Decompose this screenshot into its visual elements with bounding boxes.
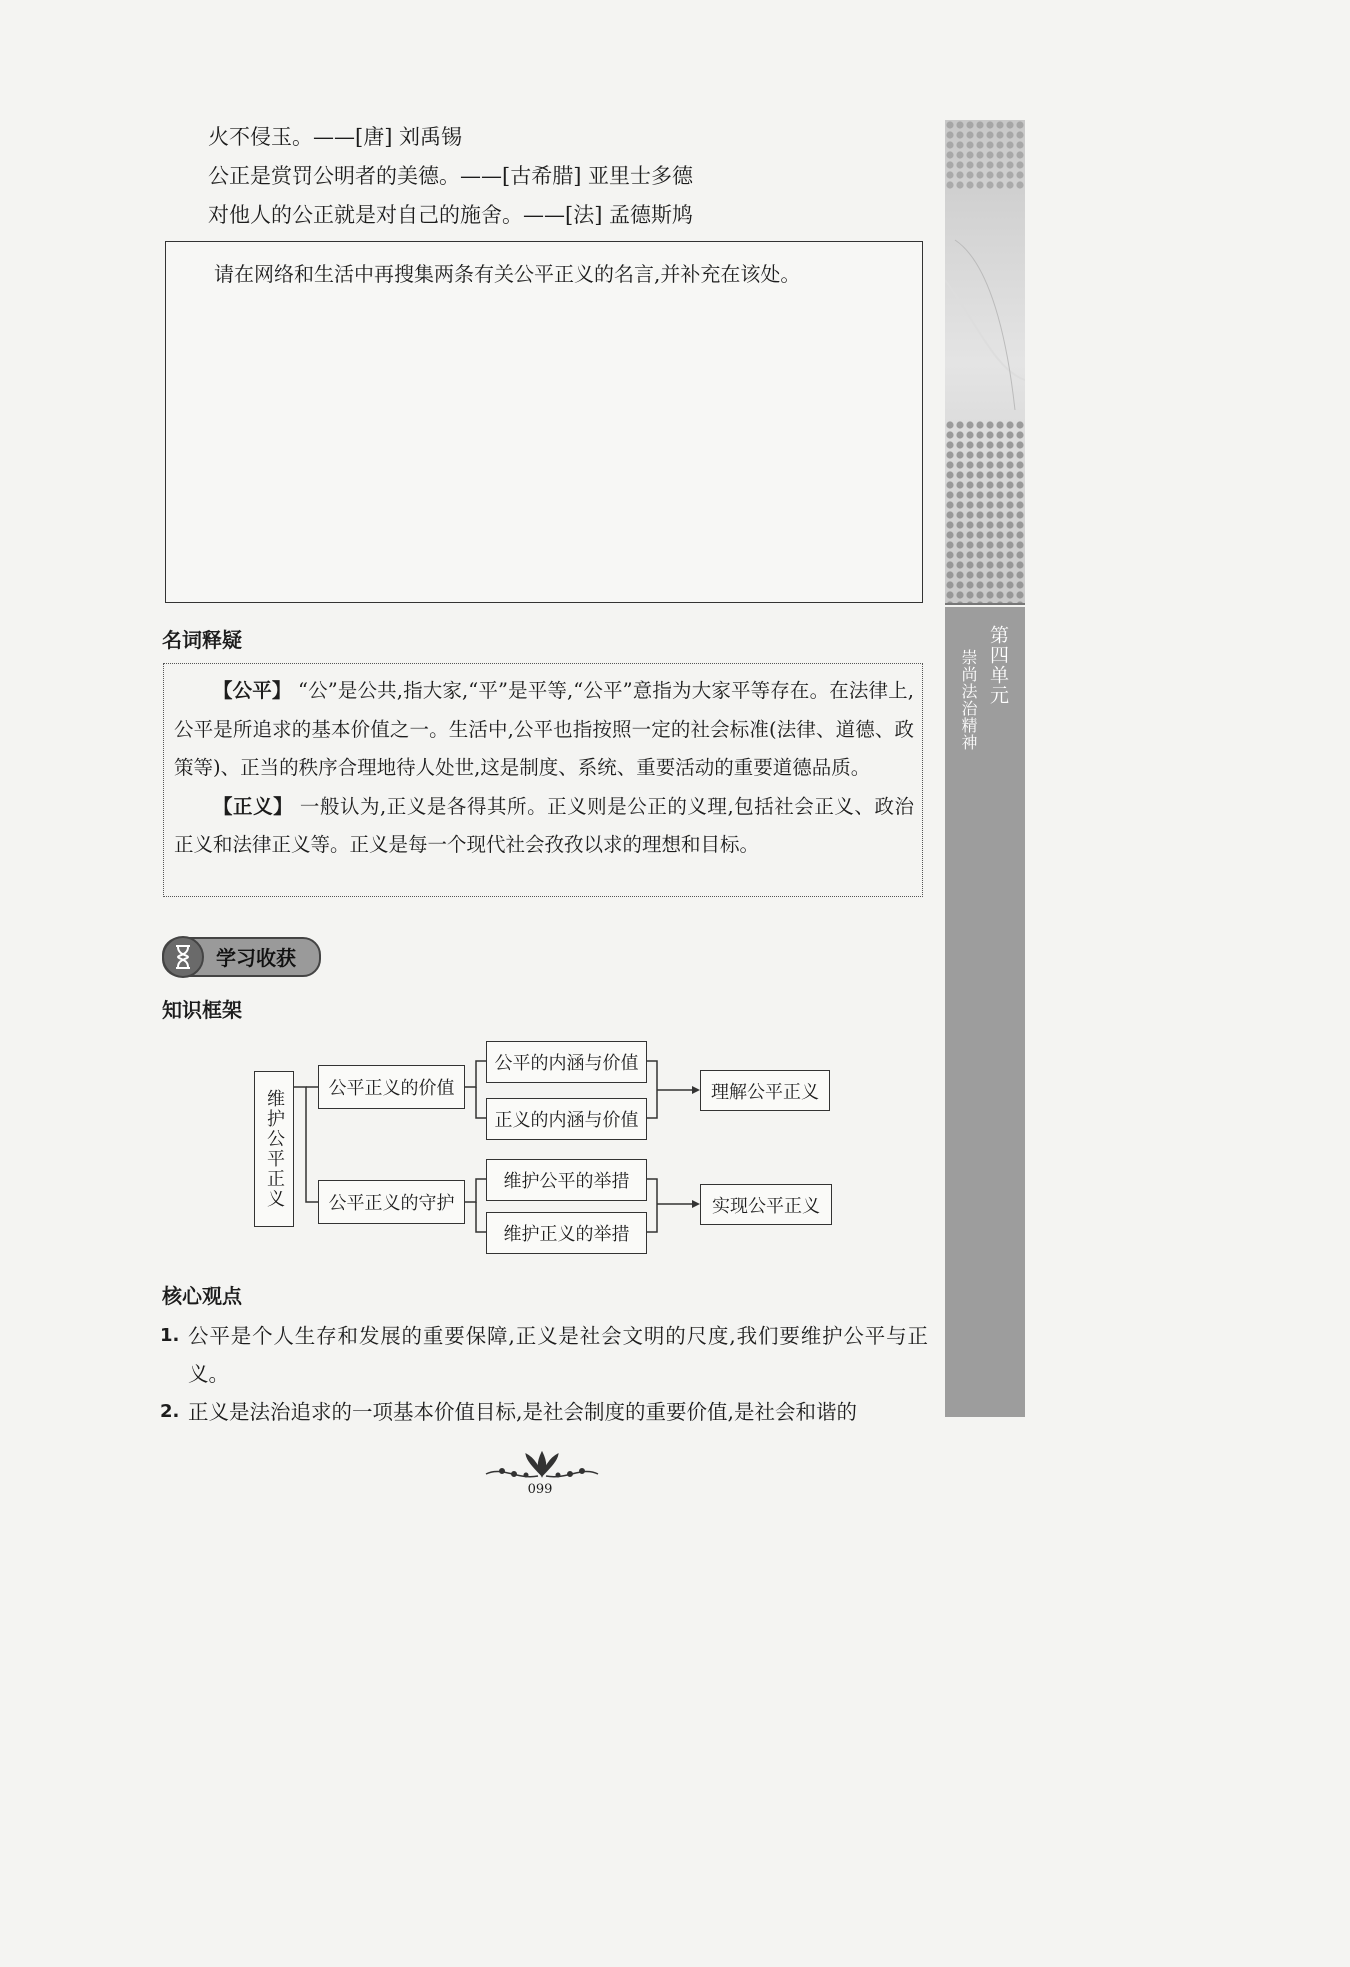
term-justice: 【正义】 — [213, 794, 294, 818]
flower-ornament-icon — [482, 1444, 602, 1484]
unit-title: 崇尚法治精神 — [959, 649, 978, 751]
section-banner — [160, 924, 320, 976]
page-number: 099 — [527, 1482, 553, 1497]
core-points — [160, 1317, 928, 1431]
hourglass-icon — [162, 936, 204, 978]
glossary-heading: 名词释疑 — [162, 628, 242, 652]
answer-box[interactable] — [165, 241, 923, 603]
framework-item: 维护正义的举措 — [486, 1212, 647, 1254]
framework-result-understand: 理解公平正义 — [700, 1070, 830, 1111]
glossary-box — [163, 663, 923, 897]
framework-result-realize: 实现公平正义 — [700, 1184, 832, 1225]
quote-item: 对他人的公正就是对自己的施舍。——[法] 孟德斯鸠 — [208, 203, 694, 227]
framework-branch-guard: 公平正义的守护 — [318, 1180, 465, 1224]
task-instruction: 请在网络和生活中再搜集两条有关公平正义的名言,并补充在该处。 — [214, 262, 801, 286]
framework-item: 维护公平的举措 — [486, 1159, 647, 1201]
framework-branch-value: 公平正义的价值 — [318, 1065, 465, 1109]
unit-label: 第四单元 — [987, 625, 1009, 705]
banner-title: 学习收获 — [216, 946, 296, 970]
definition-fairness: “公”是公共,指大家,“平”是平等,“公平”意指为大家平等存在。在法律上,公平是所追求的基本价值之一。生活中,公平也指按照一定的社会标准(法律、道德、政策等)、正当的秩序合理地待人处世,这是制度、系统、重要活动的重要道德品质。 — [174, 679, 915, 779]
framework-item: 公平的内涵与价值 — [486, 1041, 647, 1083]
glossary-entry-justice — [174, 788, 914, 865]
knowledge-framework-diagram — [250, 1038, 840, 1245]
list-item: 1. 公平是个人生存和发展的重要保障,正义是社会文明的尺度,我们要维护公平与正义。 — [160, 1324, 928, 1386]
side-decoration — [945, 120, 1025, 605]
definition-justice: 一般认为,正义是各得其所。正义则是公正的义理,包括社会正义、政治正义和法律正义等。正义是每一个现代社会孜孜以求的理想和目标。 — [174, 794, 914, 856]
glossary-entry-fairness — [174, 672, 914, 788]
unit-side-tab — [945, 607, 1025, 1417]
quote-item: 公正是赏罚公明者的美德。——[古希腊] 亚里士多德 — [208, 164, 694, 188]
term-fairness: 【公平】 — [213, 679, 292, 702]
quote-list — [208, 118, 693, 235]
framework-heading: 知识框架 — [162, 998, 242, 1022]
core-heading: 核心观点 — [162, 1284, 242, 1308]
list-item: 2. 正义是法治追求的一项基本价值目标,是社会制度的重要价值,是社会和谐的 — [160, 1400, 858, 1424]
quote-item: 火不侵玉。——[唐] 刘禹锡 — [208, 125, 463, 149]
framework-root: 维护公平正义 — [254, 1071, 294, 1227]
framework-item: 正义的内涵与价值 — [486, 1098, 647, 1140]
